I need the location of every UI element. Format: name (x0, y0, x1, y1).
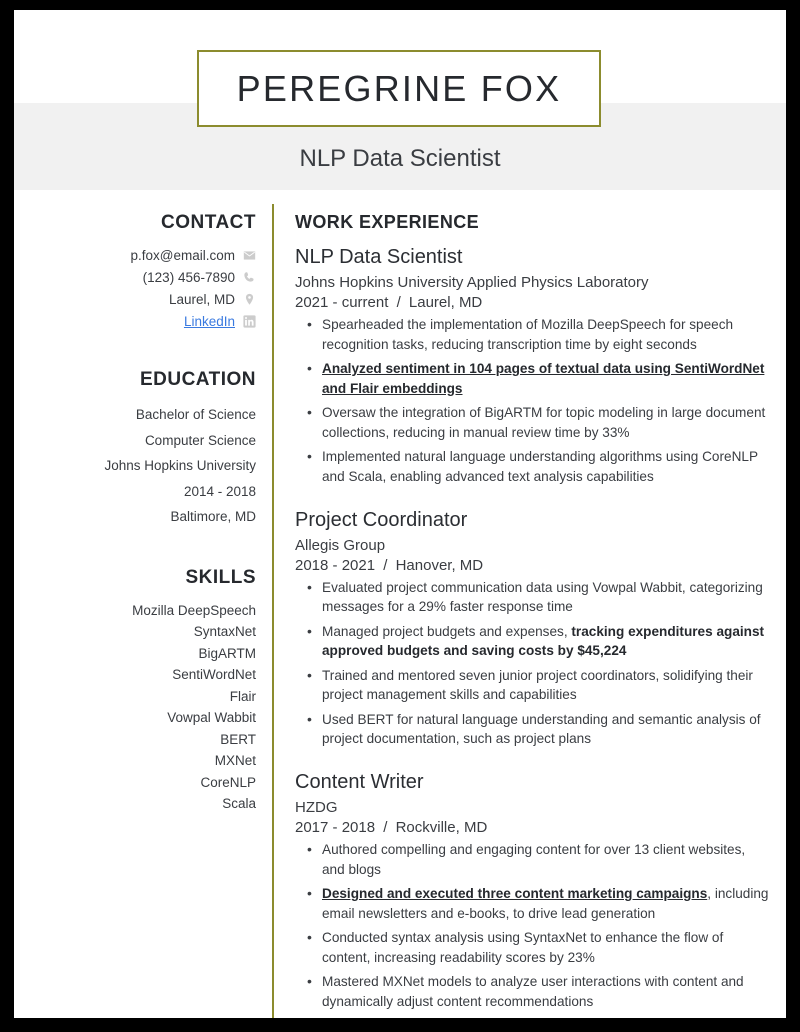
skill-item: Mozilla DeepSpeech (132, 602, 256, 618)
job-bullet-list (295, 578, 770, 750)
job-bullet-emphasis: tracking expenditures against approved budgets and saving costs by $45,224 (322, 623, 765, 659)
education-heading: EDUCATION (139, 369, 256, 390)
job-location: Rockville, MD (395, 819, 488, 836)
location-pin-icon (243, 293, 256, 306)
job-bullet: • Implemented natural language understanding algorithms using CoreNLP and Scala, enabling advanced text analysis capabilities (322, 447, 770, 486)
job-bullet: • Spearheaded the implementation of Mozilla DeepSpeech for speech recognition tasks, reducing transcription time by eight seconds (322, 315, 770, 354)
linkedin-icon (243, 315, 256, 328)
job-entry (295, 771, 770, 1012)
job-meta (295, 294, 770, 311)
candidate-job-title: NLP Data Scientist (299, 145, 501, 172)
skill-item: Scala (222, 796, 256, 812)
phone-icon (243, 271, 256, 284)
job-bullet: • Authored compelling and engaging content for over 13 client websites, and blogs (322, 840, 770, 879)
candidate-name: PEREGRINE FOX (236, 67, 562, 109)
job-location: Hanover, MD (395, 556, 484, 574)
job-bullet-lead: Managed project budgets and expenses, (322, 623, 572, 639)
job-dates: 2017 - 2018 (295, 819, 376, 836)
job-bullet: • Evaluated project communication data using Vowpal Wabbit, categorizing messages for a 29% faster response time (322, 578, 770, 617)
contact-item-email (14, 248, 256, 263)
job-bullet-list (295, 315, 770, 487)
education-line: 2014 - 2018 (183, 483, 256, 499)
contact-item-phone (14, 270, 256, 285)
job-role: Project Coordinator (295, 508, 468, 531)
education-line: Johns Hopkins University (104, 458, 256, 474)
skill-item: Vowpal Wabbit (167, 710, 256, 726)
job-dates: 2021 - current (295, 294, 389, 311)
linkedin-link[interactable]: LinkedIn (183, 314, 235, 329)
meta-separator: / (383, 556, 388, 574)
job-meta (295, 557, 770, 574)
meta-separator: / (383, 819, 388, 836)
job-company: Johns Hopkins University Applied Physics Laboratory (295, 274, 649, 291)
contact-item-linkedin[interactable] (14, 314, 256, 329)
job-company: Allegis Group (295, 536, 386, 554)
job-bullet-list (295, 840, 770, 1012)
envelope-icon (243, 249, 256, 262)
job-bullet: • Oversaw the integration of BigARTM for topic modeling in large document collections, reducing in manual review time by 33% (322, 403, 770, 442)
name-box (197, 50, 601, 127)
job-role: NLP Data Scientist (295, 246, 463, 268)
contact-heading: CONTACT (161, 212, 256, 233)
job-entry (295, 509, 770, 750)
sidebar-column (14, 190, 272, 1018)
job-meta (295, 819, 770, 836)
resume-body (14, 190, 786, 1018)
skill-item: CoreNLP (200, 774, 256, 790)
skill-item: MXNet (214, 753, 256, 769)
job-bullet: • Trained and mentored seven junior project coordinators, solidifying their project management skills and capabilities (322, 666, 770, 705)
job-role: Content Writer (295, 771, 424, 793)
job-bullet (322, 359, 770, 398)
work-experience-heading: WORK EXPERIENCE (295, 212, 480, 232)
skill-item: BigARTM (198, 645, 256, 661)
job-entry (295, 246, 770, 487)
job-dates: 2018 - 2021 (295, 556, 376, 574)
meta-separator: / (396, 294, 401, 311)
education-line: Baltimore, MD (170, 509, 256, 525)
contact-email-label: p.fox@email.com (130, 248, 235, 263)
job-bullet-tail: , including email newsletters and e-books, to drive lead generation (322, 886, 769, 921)
job-bullet-emphasis: Analyzed sentiment in 104 pages of textual data using SentiWordNet and Flair embeddings (322, 361, 765, 396)
contact-location-label: Laurel, MD (168, 292, 235, 307)
skill-item: SyntaxNet (193, 624, 256, 640)
skill-item: BERT (220, 731, 256, 747)
resume-page (14, 10, 786, 1018)
job-company: HZDG (295, 799, 338, 816)
skill-item: Flair (229, 688, 256, 704)
job-bullet (322, 884, 770, 923)
job-location: Laurel, MD (408, 294, 483, 311)
education-line: Computer Science (144, 432, 256, 448)
job-bullet: • Conducted syntax analysis using SyntaxNet to enhance the flow of content, increasing readability scores by 23% (322, 928, 770, 967)
job-bullet-emphasis: Designed and executed three content marketing campaigns (322, 886, 708, 902)
skills-heading: SKILLS (185, 566, 256, 588)
skill-item: SentiWordNet (172, 667, 256, 683)
education-line: Bachelor of Science (135, 407, 256, 422)
job-bullet: • Used BERT for natural language understanding and semantic analysis of project documentation, such as project plans (322, 710, 770, 749)
job-bullet: • Mastered MXNet models to analyze user interactions with content and dynamically adjust content recommendations (322, 972, 770, 1011)
contact-item-location (14, 292, 256, 307)
contact-phone-label: (123) 456-7890 (142, 270, 235, 285)
main-column (274, 190, 786, 1018)
job-bullet (322, 622, 770, 661)
